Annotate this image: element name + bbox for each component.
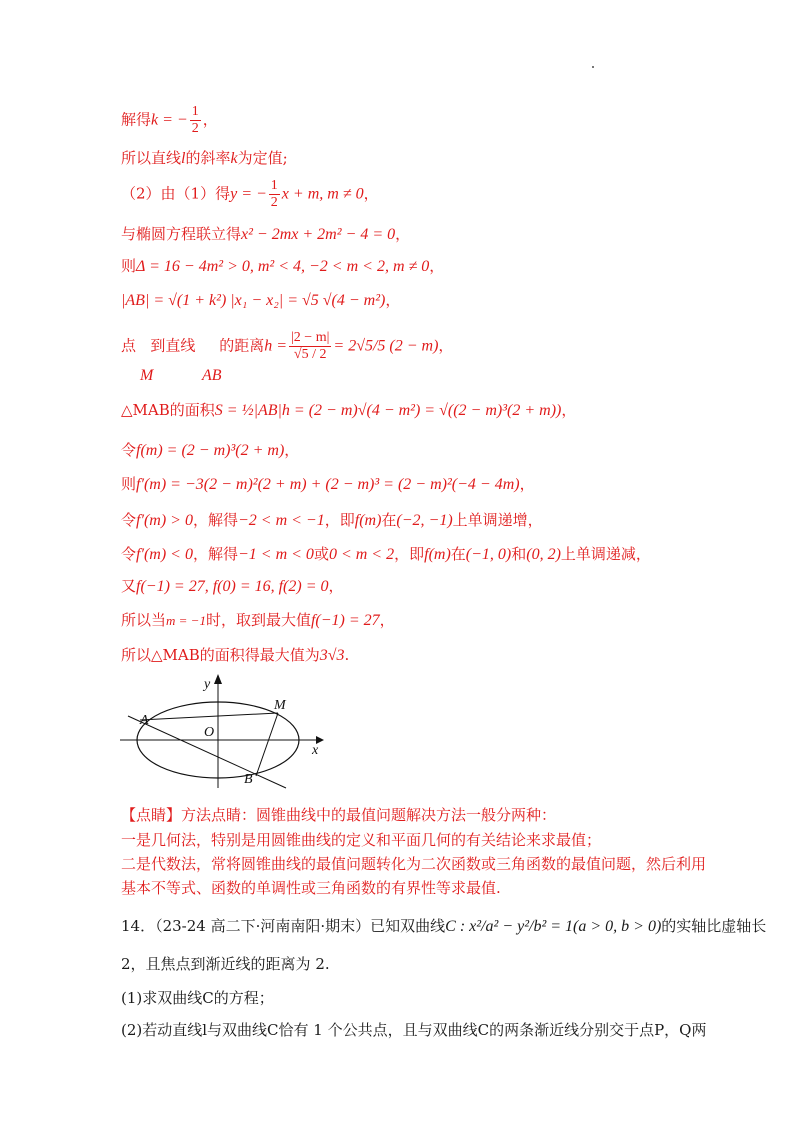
solution-line-6: |AB| = √(1 + k²) |x₁ − x₂| = √5 √(4 − m²)， [121, 291, 401, 309]
solution-line-10: 则f′(m) = −3(2 − m)²(2 + m) + (2 − m)³ = (2 − m)²(−4 − 4m)， [121, 475, 535, 493]
label-B: B [244, 772, 253, 787]
solution-line-3: （2）由（1）得y = − $\frac{1}{2}$ x + m, m ≠ 0， [121, 178, 379, 210]
solution-line-4: 与椭圆方程联立得x² − 2mx + 2m² − 4 = 0， [121, 225, 411, 243]
label-O: O [204, 725, 215, 740]
question-14-line-1: 14．（23-24 高二下·河南南阳·期末）已知双曲线C : x²/a² − y²/b² = 1(a > 0, b > 0)的实轴比虚轴长 [121, 917, 767, 935]
scan-dot [592, 66, 594, 68]
question-14-line-2: 2，且焦点到渐近线的距离为 2. [121, 955, 330, 973]
solution-line-14: 所以当m = −1时，取到最大值f(−1) = 27， [121, 611, 395, 629]
ellipse-figure [118, 672, 338, 790]
solution-line-1: 解得k = − $\frac{1}{2}$ ， [121, 104, 218, 136]
tip-line-4: 基本不等式、函数的单调性或三角函数的有界性等求最值. [121, 879, 501, 897]
solution-line-5: 则Δ = 16 − 4m² > 0, m² < 4, −2 < m < 2, m ≠ 0， [121, 257, 445, 275]
label-M: M [274, 698, 286, 713]
solution-line-8: △MAB的面积S = ½|AB|h = (2 − m)√(4 − m²) = √((2 − m)³(2 + m))， [121, 401, 577, 419]
label-y: y [204, 677, 211, 692]
label-A: A [140, 713, 149, 728]
tip-line-2: 一是几何法，特别是用圆锥曲线的定义和平面几何的有关结论来求最值； [121, 831, 602, 849]
question-14-part-1: (1)求双曲线C的方程； [121, 989, 274, 1007]
tip-line-1: 【点睛】方法点睛：圆锥曲线中的最值问题解决方法一般分两种： [121, 806, 557, 824]
solution-line-13: 又f(−1) = 27, f(0) = 16, f(2) = 0， [121, 577, 344, 595]
solution-line-15: 所以△MAB的面积得最大值为3√3. [121, 646, 350, 664]
solution-line-9: 令f(m) = (2 − m)³(2 + m)， [121, 441, 300, 459]
solution-line-7: 点 到直线 的距离h = $\frac{|2 - m|}{√5 / 2}$ = 2√5/5 (2 − m)， [121, 330, 454, 362]
text: 解得 [121, 110, 152, 129]
fraction-half: $\frac{1}{2}$ [191, 104, 199, 136]
label-x: x [312, 743, 319, 758]
segment-AM [140, 713, 278, 720]
solution-line-2: 所以直线l的斜率k为定值; [121, 149, 288, 167]
label-AB: AB [202, 367, 222, 384]
y-axis-arrow [214, 674, 222, 684]
solution-line-11: 令f′(m) > 0，解得−2 < m < −1，即f(m)在(−2, −1)上单调递增， [121, 511, 543, 529]
solution-line-12: 令f′(m) < 0，解得−1 < m < 0或0 < m < 2，即f(m)在(−1, 0)和(0, 2)上单调递减， [121, 545, 651, 563]
tip-line-3: 二是代数法，常将圆锥曲线的最值问题转化为二次函数或三角函数的最值问题，然后利用 [121, 855, 707, 873]
question-14-part-2: (2)若动直线l与双曲线C恰有 1 个公共点，且与双曲线C的两条渐近线分别交于点P，Q两 [121, 1021, 707, 1039]
label-M: M [140, 367, 154, 384]
math: k = − [151, 111, 188, 129]
